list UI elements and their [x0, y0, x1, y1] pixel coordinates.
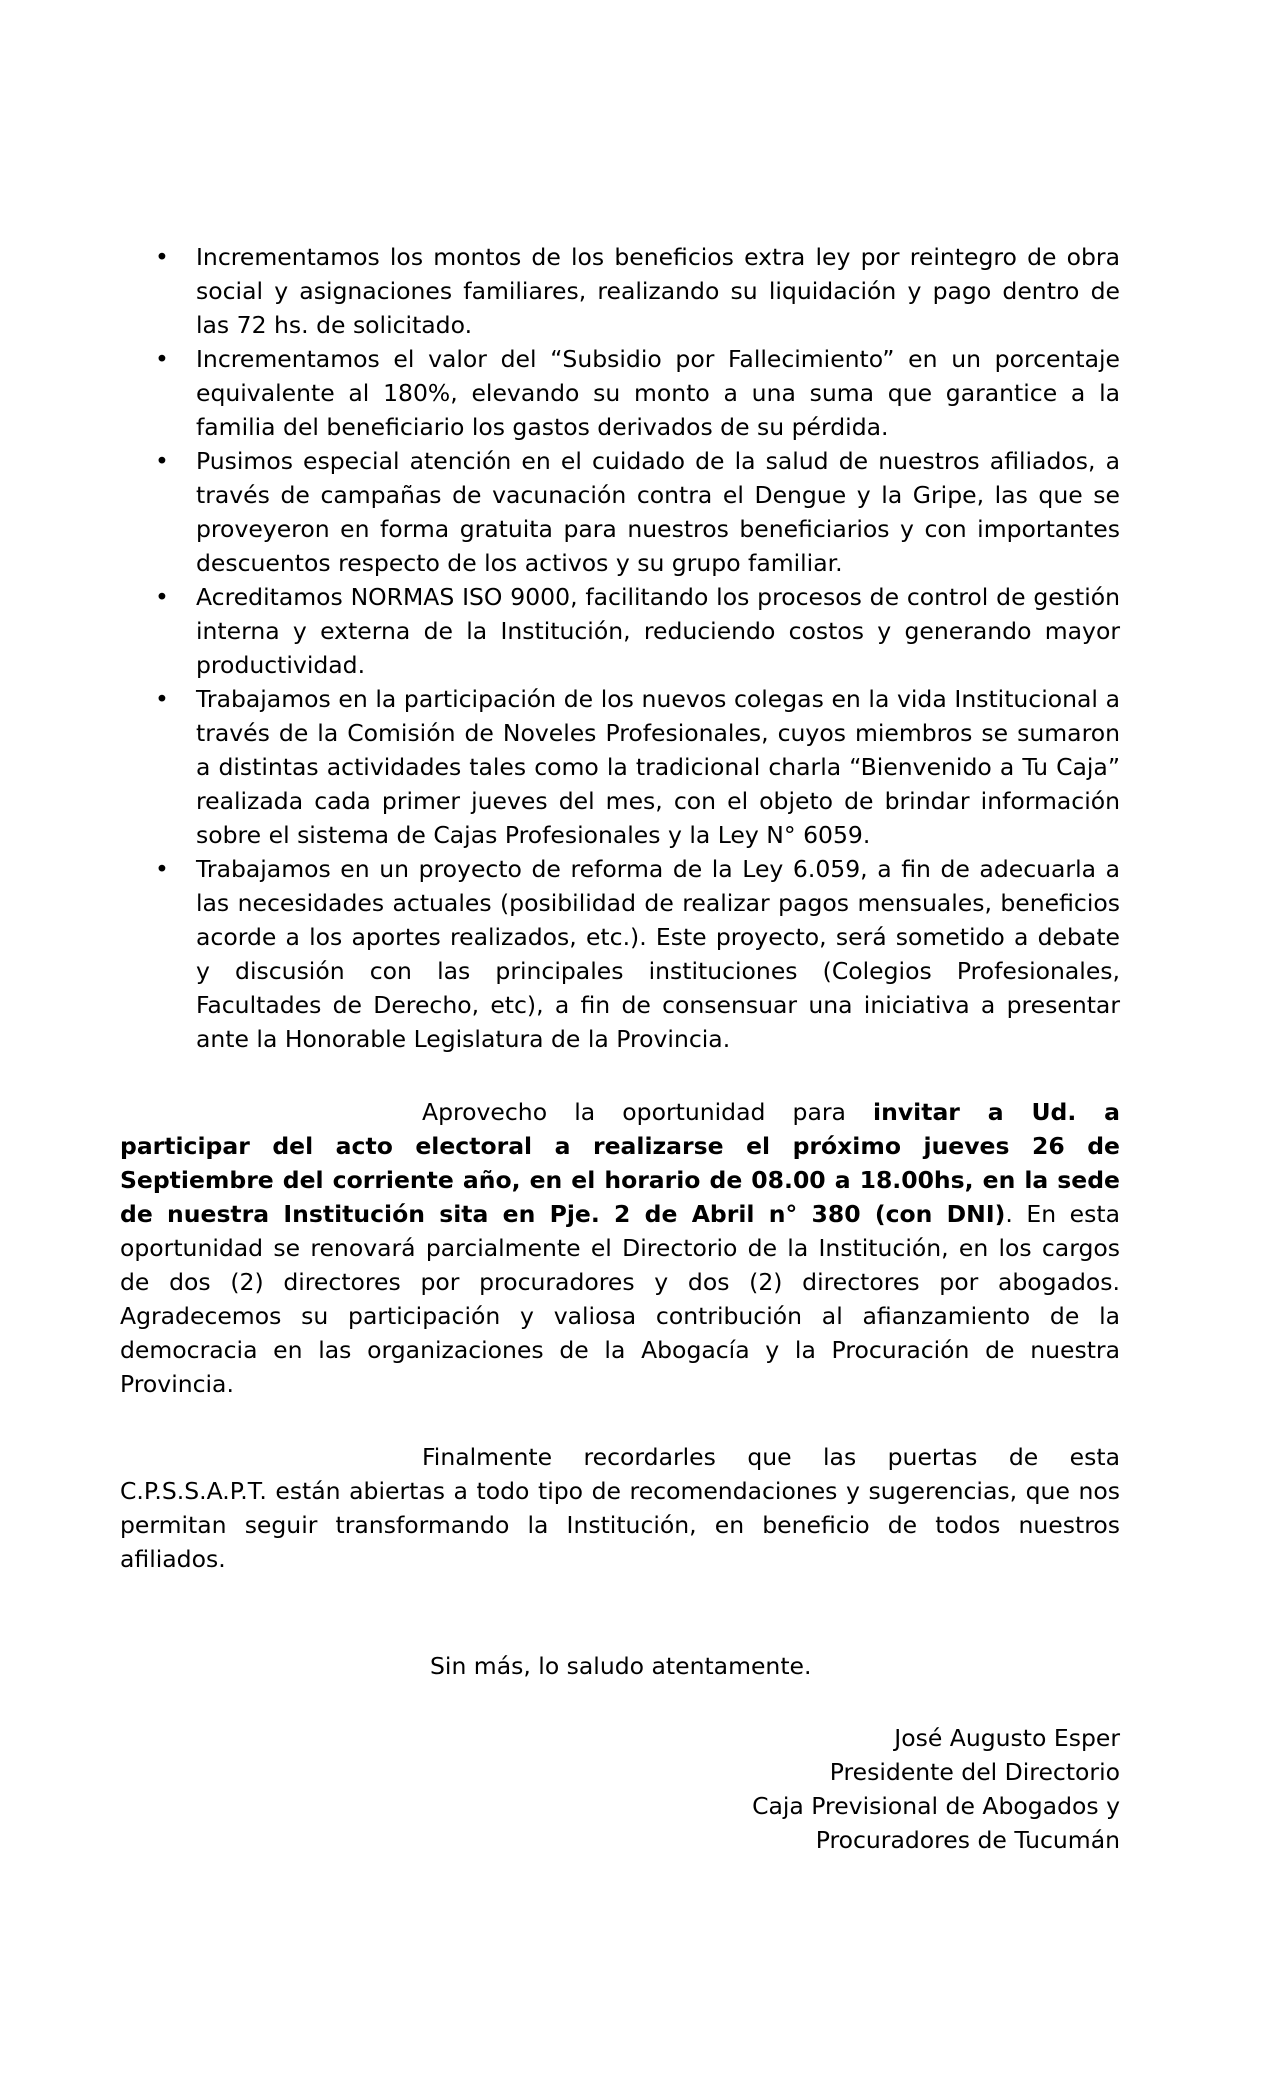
- invitation-lead: Aprovecho la oportunidad para: [422, 1098, 874, 1126]
- final-paragraph: [120, 1440, 1120, 1576]
- final-paragraph-text: Finalmente recordarles que las puertas de esta C.P.S.S.A.P.T. están abiertas a todo tipo de recomendaciones y sugerencias, que nos permitan seguir transformando la Institución, en beneficio de todos nuestros afiliados.: [120, 1443, 1120, 1573]
- bullet-marker: •: [155, 855, 169, 883]
- bullet-marker: •: [155, 243, 169, 271]
- closing-salutation: Sin más, lo saludo atentamente.: [430, 1652, 812, 1680]
- list-item: [120, 342, 1120, 444]
- signatory-role: Presidente del Directorio: [829, 1758, 1120, 1786]
- list-item: [120, 240, 1120, 342]
- list-item: [120, 682, 1120, 852]
- invitation-rest: . En esta oportunidad se renovará parcialmente el Directorio de la Institución, en los cargos de dos (2) directores por procuradores y dos (2) directores por abogados. Agradecemos su participación y valiosa contribución al afianzamiento de la democracia en las organizaciones de la Abogacía y la Procuración de nuestra Provincia.: [120, 1200, 1121, 1398]
- bullet-marker: •: [155, 345, 169, 373]
- bullet-marker: •: [155, 447, 169, 475]
- list-item: [120, 444, 1120, 580]
- list-item: [120, 852, 1120, 1056]
- list-item-text: Acreditamos NORMAS ISO 9000, facilitando los procesos de control de gestión interna y externa de la Institución, reduciendo costos y generando mayor productividad.: [196, 583, 1120, 679]
- list-item: [120, 580, 1120, 682]
- achievements-list: [120, 240, 1120, 1056]
- list-item-text: Incrementamos los montos de los beneficios extra ley por reintegro de obra social y asignaciones familiares, realizando su liquidación y pago dentro de las 72 hs. de solicitado.: [196, 243, 1120, 339]
- bullet-marker: •: [155, 685, 169, 713]
- list-item-text: Incrementamos el valor del “Subsidio por Fallecimiento” en un porcentaje equivalente al 180%, elevando su monto a una suma que garantice a la familia del beneficiario los gastos derivados de su pérdida.: [196, 345, 1120, 441]
- signatory-org-line1: Caja Previsional de Abogados y: [752, 1792, 1120, 1820]
- signatory-name: José Augusto Esper: [894, 1724, 1120, 1752]
- invitation-paragraph: [120, 1095, 1120, 1401]
- invitation-highlight: invitar a Ud. a participar del acto electoral a realizarse el próximo jueves 26 de Septiembre del corriente año, en el horario de 08.00 a 18.00hs, en la sede de nuestra Institución sita en Pje. 2 de Abril n° 380 (con DNI): [120, 1098, 1120, 1228]
- list-item-text: Trabajamos en un proyecto de reforma de la Ley 6.059, a fin de adecuarla a las necesidades actuales (posibilidad de realizar pagos mensuales, beneficios acorde a los aportes realizados, etc.). Este proyecto, será sometido a debate y discusión con las principales instituciones (Colegios Profesionales, Facultades de Derecho, etc), a fin de consensuar una iniciativa a presentar ante la Honorable Legislatura de la Provincia.: [196, 855, 1120, 1053]
- list-item-text: Trabajamos en la participación de los nuevos colegas en la vida Institucional a través de la Comisión de Noveles Profesionales, cuyos miembros se sumaron a distintas actividades tales como la tradicional charla “Bienvenido a Tu Caja” realizada cada primer jueves del mes, con el objeto de brindar información sobre el sistema de Cajas Profesionales y la Ley N° 6059.: [196, 685, 1120, 849]
- signatory-org-line2: Procuradores de Tucumán: [815, 1826, 1120, 1854]
- list-item-text: Pusimos especial atención en el cuidado de la salud de nuestros afiliados, a través de campañas de vacunación contra el Dengue y la Gripe, las que se proveyeron en forma gratuita para nuestros beneficiarios y con importantes descuentos respecto de los activos y su grupo familiar.: [196, 447, 1120, 577]
- bullet-marker: •: [155, 583, 169, 611]
- signature-block: [120, 1721, 1120, 1857]
- letter-body: [120, 240, 1120, 1857]
